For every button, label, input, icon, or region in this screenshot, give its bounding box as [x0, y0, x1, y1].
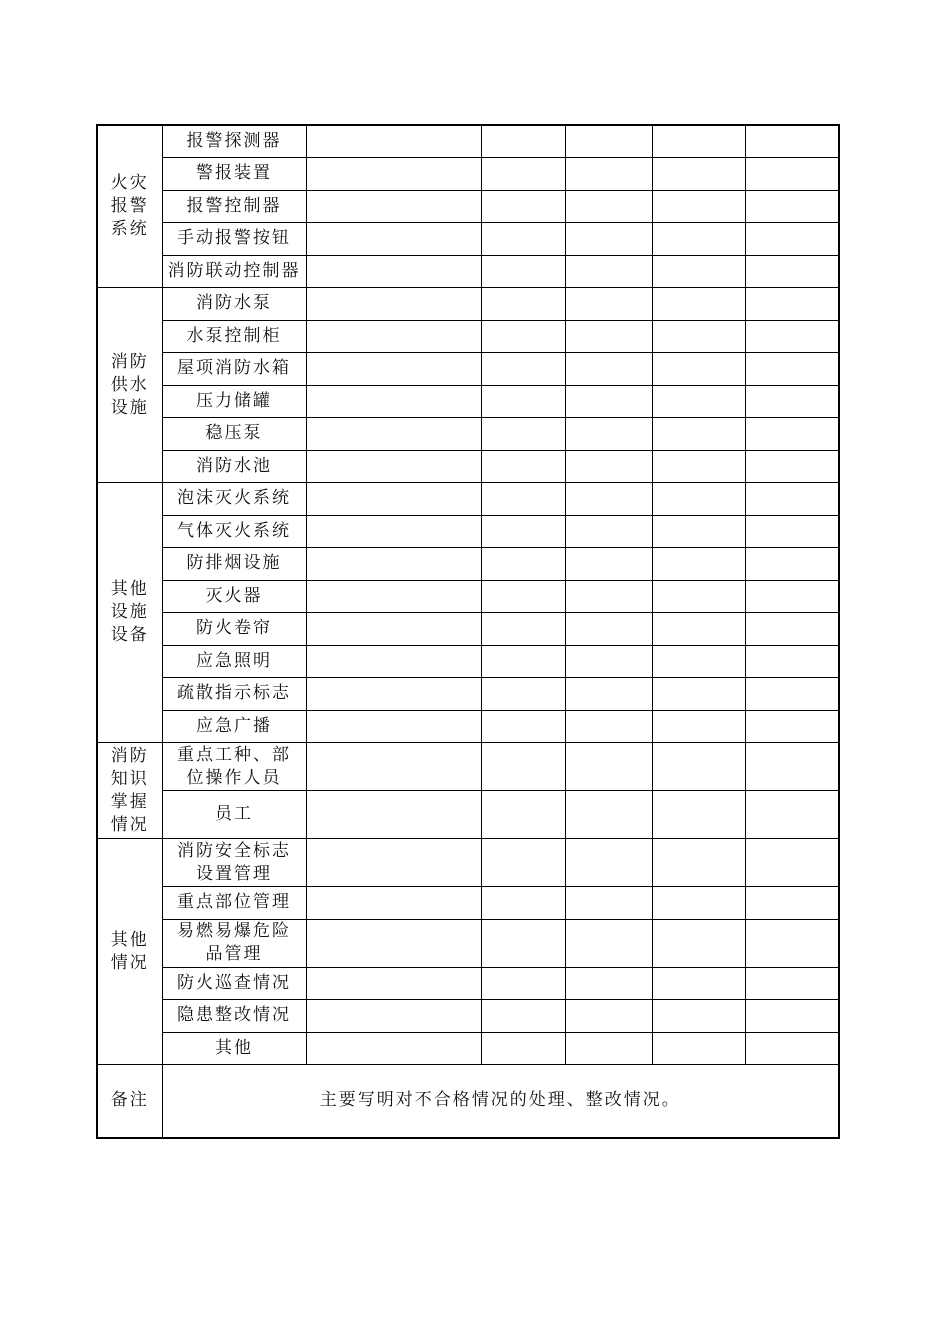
blank-cell[interactable] [652, 1000, 745, 1033]
blank-cell[interactable] [306, 919, 481, 967]
table-row [97, 190, 839, 223]
blank-cell[interactable] [306, 385, 481, 418]
blank-cell[interactable] [745, 450, 839, 483]
blank-cell[interactable] [565, 1032, 652, 1065]
blank-cell[interactable] [306, 1032, 481, 1065]
blank-cell[interactable] [745, 418, 839, 451]
category-cell [97, 839, 162, 1065]
item-label: 灭火器 [205, 585, 263, 606]
table-row [97, 743, 839, 791]
blank-cell[interactable] [745, 548, 839, 581]
item-cell [162, 580, 306, 613]
item-label: 泡沫灭火系统 [177, 488, 291, 509]
item-cell [162, 255, 306, 288]
blank-cell[interactable] [565, 710, 652, 743]
blank-cell[interactable] [565, 158, 652, 191]
note-label-cell [97, 1065, 162, 1138]
table-row [97, 839, 839, 887]
note-row [97, 1065, 839, 1138]
blank-cell[interactable] [565, 887, 652, 920]
note-label: 备注 [110, 1090, 149, 1111]
item-label: 其他 [215, 1037, 253, 1058]
blank-cell[interactable] [745, 839, 839, 887]
blank-cell[interactable] [565, 1000, 652, 1033]
blank-cell[interactable] [481, 483, 565, 516]
table-row [97, 288, 839, 321]
blank-cell[interactable] [652, 645, 745, 678]
blank-cell[interactable] [745, 613, 839, 646]
blank-cell[interactable] [745, 580, 839, 613]
blank-cell[interactable] [745, 887, 839, 920]
blank-cell[interactable] [745, 125, 839, 158]
item-label: 应急广播 [196, 715, 272, 736]
blank-cell[interactable] [652, 158, 745, 191]
blank-cell[interactable] [652, 125, 745, 158]
item-cell [162, 223, 306, 256]
blank-cell[interactable] [652, 255, 745, 288]
item-cell [162, 887, 306, 920]
blank-cell[interactable] [745, 353, 839, 386]
blank-cell[interactable] [745, 645, 839, 678]
category-label: 其他情况 [110, 929, 149, 973]
item-label: 消防安全标志设置管理 [177, 840, 291, 884]
blank-cell[interactable] [745, 483, 839, 516]
table-row [97, 515, 839, 548]
blank-cell[interactable] [745, 743, 839, 791]
blank-cell[interactable] [565, 645, 652, 678]
blank-cell[interactable] [565, 743, 652, 791]
blank-cell[interactable] [481, 919, 565, 967]
category-cell [97, 288, 162, 483]
item-label: 气体灭火系统 [177, 520, 291, 541]
item-label: 消防水池 [196, 455, 272, 476]
item-cell [162, 385, 306, 418]
item-label: 员工 [215, 804, 253, 824]
table-row [97, 580, 839, 613]
table-row [97, 791, 839, 839]
blank-cell[interactable] [481, 967, 565, 1000]
blank-cell[interactable] [745, 515, 839, 548]
blank-cell[interactable] [565, 385, 652, 418]
blank-cell[interactable] [306, 450, 481, 483]
table-row [97, 1000, 839, 1033]
item-label: 稳压泵 [205, 423, 263, 444]
blank-cell[interactable] [652, 548, 745, 581]
blank-cell[interactable] [306, 613, 481, 646]
blank-cell[interactable] [745, 678, 839, 711]
blank-cell[interactable] [652, 1032, 745, 1065]
blank-cell[interactable] [306, 1000, 481, 1033]
item-label: 报警控制器 [186, 195, 282, 216]
table-row [97, 548, 839, 581]
blank-cell[interactable] [652, 320, 745, 353]
item-cell [162, 678, 306, 711]
blank-cell[interactable] [652, 613, 745, 646]
blank-cell[interactable] [652, 515, 745, 548]
note-text: 主要写明对不合格情况的处理、整改情况。 [319, 1090, 681, 1111]
blank-cell[interactable] [306, 839, 481, 887]
item-label: 隐患整改情况 [177, 1005, 291, 1026]
blank-cell[interactable] [481, 743, 565, 791]
blank-cell[interactable] [306, 190, 481, 223]
blank-cell[interactable] [306, 791, 481, 839]
item-cell [162, 483, 306, 516]
category-label: 消防知识掌握情况 [110, 745, 149, 835]
item-cell [162, 353, 306, 386]
item-cell [162, 613, 306, 646]
table-row [97, 710, 839, 743]
table-row [97, 1032, 839, 1065]
blank-cell[interactable] [306, 967, 481, 1000]
blank-cell[interactable] [306, 483, 481, 516]
table-row [97, 967, 839, 1000]
blank-cell[interactable] [306, 223, 481, 256]
item-cell [162, 450, 306, 483]
blank-cell[interactable] [745, 967, 839, 1000]
category-cell [97, 483, 162, 743]
blank-cell[interactable] [306, 515, 481, 548]
table-row [97, 678, 839, 711]
blank-cell[interactable] [652, 967, 745, 1000]
blank-cell[interactable] [481, 190, 565, 223]
blank-cell[interactable] [745, 190, 839, 223]
blank-cell[interactable] [481, 158, 565, 191]
item-label: 重点部位管理 [177, 892, 291, 913]
blank-cell[interactable] [481, 515, 565, 548]
blank-cell[interactable] [481, 613, 565, 646]
blank-cell[interactable] [306, 678, 481, 711]
blank-cell[interactable] [565, 450, 652, 483]
item-cell [162, 710, 306, 743]
table-row [97, 919, 839, 967]
blank-cell[interactable] [481, 839, 565, 887]
blank-cell[interactable] [652, 418, 745, 451]
item-cell [162, 743, 306, 791]
item-cell [162, 1032, 306, 1065]
blank-cell[interactable] [745, 919, 839, 967]
item-cell [162, 967, 306, 1000]
blank-cell[interactable] [565, 678, 652, 711]
blank-cell[interactable] [745, 791, 839, 839]
item-cell [162, 288, 306, 321]
item-cell [162, 919, 306, 967]
item-label: 压力储罐 [196, 390, 272, 411]
blank-cell[interactable] [306, 710, 481, 743]
item-cell [162, 1000, 306, 1033]
blank-cell[interactable] [481, 791, 565, 839]
blank-cell[interactable] [652, 353, 745, 386]
item-cell [162, 791, 306, 839]
table-row [97, 255, 839, 288]
item-label: 防排烟设施 [186, 553, 282, 574]
blank-cell[interactable] [481, 580, 565, 613]
item-label: 重点工种、部位操作人员 [177, 744, 291, 788]
blank-cell[interactable] [745, 255, 839, 288]
blank-cell[interactable] [652, 223, 745, 256]
item-cell [162, 158, 306, 191]
table-row [97, 483, 839, 516]
item-label: 屋项消防水箱 [177, 358, 291, 379]
blank-cell[interactable] [481, 645, 565, 678]
item-label: 报警探测器 [186, 131, 282, 151]
blank-cell[interactable] [565, 353, 652, 386]
item-label: 警报装置 [196, 163, 272, 184]
category-label: 其他设施设备 [110, 579, 149, 645]
blank-cell[interactable] [306, 158, 481, 191]
blank-cell[interactable] [306, 743, 481, 791]
item-label: 防火巡查情况 [177, 972, 291, 993]
note-cell[interactable] [162, 1065, 839, 1138]
blank-cell[interactable] [481, 887, 565, 920]
blank-cell[interactable] [481, 353, 565, 386]
blank-cell[interactable] [652, 288, 745, 321]
blank-cell[interactable] [565, 190, 652, 223]
item-cell [162, 125, 306, 158]
item-cell [162, 548, 306, 581]
blank-cell[interactable] [565, 919, 652, 967]
item-label: 消防水泵 [196, 293, 272, 314]
blank-cell[interactable] [481, 548, 565, 581]
item-label: 易燃易爆危险品管理 [177, 921, 291, 964]
blank-cell[interactable] [306, 645, 481, 678]
blank-cell[interactable] [565, 839, 652, 887]
table-row [97, 158, 839, 191]
category-cell [97, 125, 162, 288]
blank-cell[interactable] [652, 385, 745, 418]
item-label: 应急照明 [196, 650, 272, 671]
blank-cell[interactable] [306, 255, 481, 288]
blank-cell[interactable] [652, 190, 745, 223]
blank-cell[interactable] [481, 450, 565, 483]
blank-cell[interactable] [652, 791, 745, 839]
item-cell [162, 320, 306, 353]
item-cell [162, 418, 306, 451]
item-cell [162, 839, 306, 887]
blank-cell[interactable] [565, 288, 652, 321]
blank-cell[interactable] [565, 255, 652, 288]
blank-cell[interactable] [745, 288, 839, 321]
blank-cell[interactable] [565, 223, 652, 256]
blank-cell[interactable] [306, 353, 481, 386]
item-label: 消防联动控制器 [167, 260, 301, 281]
blank-cell[interactable] [652, 887, 745, 920]
blank-cell[interactable] [481, 223, 565, 256]
blank-cell[interactable] [565, 791, 652, 839]
blank-cell[interactable] [565, 548, 652, 581]
blank-cell[interactable] [652, 678, 745, 711]
item-cell [162, 515, 306, 548]
blank-cell[interactable] [481, 710, 565, 743]
table-row [97, 418, 839, 451]
table-row [97, 645, 839, 678]
table-row [97, 385, 839, 418]
blank-cell[interactable] [481, 320, 565, 353]
blank-cell[interactable] [565, 418, 652, 451]
item-cell [162, 190, 306, 223]
blank-cell[interactable] [481, 1000, 565, 1033]
blank-cell[interactable] [652, 919, 745, 967]
blank-cell[interactable] [652, 839, 745, 887]
table-row [97, 223, 839, 256]
blank-cell[interactable] [565, 580, 652, 613]
blank-cell[interactable] [745, 158, 839, 191]
blank-cell[interactable] [306, 418, 481, 451]
blank-cell[interactable] [565, 483, 652, 516]
blank-cell[interactable] [652, 743, 745, 791]
table-row [97, 125, 839, 158]
blank-cell[interactable] [481, 418, 565, 451]
blank-cell[interactable] [481, 678, 565, 711]
blank-cell[interactable] [481, 1032, 565, 1065]
blank-cell[interactable] [565, 320, 652, 353]
inspection-form-table [96, 124, 840, 1139]
category-label: 火灾报警系统 [110, 173, 149, 239]
blank-cell[interactable] [745, 320, 839, 353]
blank-cell[interactable] [306, 548, 481, 581]
blank-cell[interactable] [306, 288, 481, 321]
item-label: 疏散指示标志 [177, 683, 291, 704]
blank-cell[interactable] [481, 385, 565, 418]
blank-cell[interactable] [565, 125, 652, 158]
table-row [97, 353, 839, 386]
blank-cell[interactable] [306, 887, 481, 920]
item-label: 手动报警按钮 [177, 228, 291, 249]
blank-cell[interactable] [745, 1032, 839, 1065]
category-cell [97, 743, 162, 839]
blank-cell[interactable] [306, 125, 481, 158]
blank-cell[interactable] [565, 967, 652, 1000]
blank-cell[interactable] [565, 515, 652, 548]
table-row [97, 320, 839, 353]
blank-cell[interactable] [306, 580, 481, 613]
blank-cell[interactable] [306, 320, 481, 353]
item-label: 防火卷帘 [196, 618, 272, 639]
blank-cell[interactable] [652, 483, 745, 516]
blank-cell[interactable] [652, 580, 745, 613]
blank-cell[interactable] [481, 255, 565, 288]
table-row [97, 450, 839, 483]
item-label: 水泵控制柜 [186, 325, 282, 346]
blank-cell[interactable] [745, 385, 839, 418]
blank-cell[interactable] [745, 710, 839, 743]
blank-cell[interactable] [652, 710, 745, 743]
table-row [97, 613, 839, 646]
blank-cell[interactable] [481, 288, 565, 321]
blank-cell[interactable] [745, 223, 839, 256]
item-cell [162, 645, 306, 678]
table-row [97, 887, 839, 920]
category-label: 消防供水设施 [110, 351, 149, 418]
blank-cell[interactable] [745, 1000, 839, 1033]
blank-cell[interactable] [652, 450, 745, 483]
blank-cell[interactable] [481, 125, 565, 158]
blank-cell[interactable] [565, 613, 652, 646]
